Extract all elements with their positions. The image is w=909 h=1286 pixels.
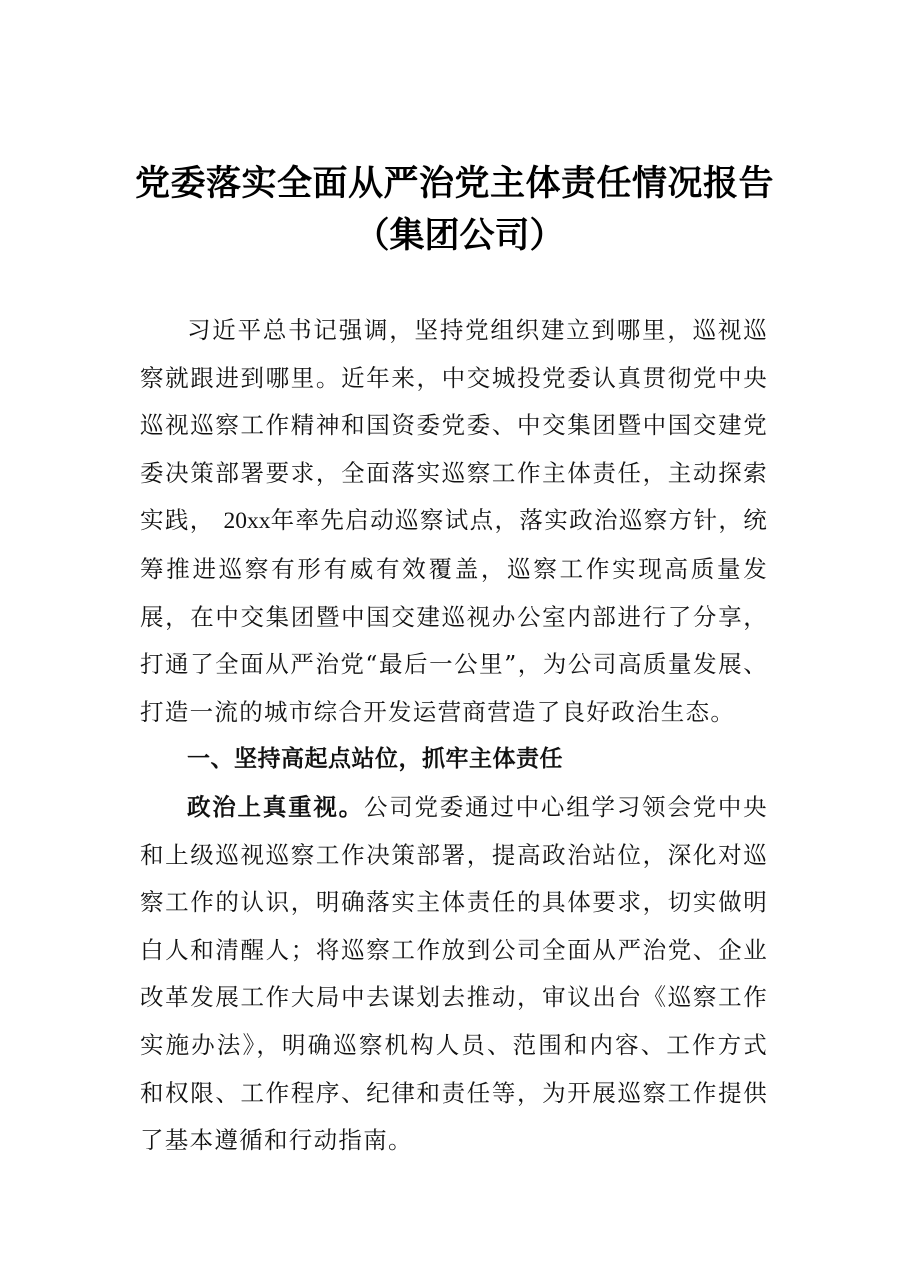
section1-heading: 一、坚持高起点站位，抓牢主体责任: [187, 746, 563, 773]
section1-text: 公司党委通过中心组学习领会党中央和上级巡视巡察工作决策部署，提高政治站位，深化对巡察工作的认识，明确落实主体责任的具体要求，切实做明白人和清醒人；将巡察工作放到公司全面从严治党、企业改革发展工作大局中去谋划去推动，审议出台《巡察工作实施办法》，明确巡察机构人员、范围和内容、工作方式和权限、工作程序、纪律和责任等，为开展巡察工作提供了基本遵循和行动指南。: [140, 792, 768, 1155]
intro-year: 20xx: [223, 508, 271, 535]
document-body: [140, 307, 768, 1165]
intro-paragraph: [140, 307, 768, 736]
document-title: 党委落实全面从严治党主体责任情况报告: [134, 163, 774, 204]
intro-text-part1: 习近平总书记强调，坚持党组织建立到哪里，巡视巡察就跟进到哪里。近年来，中交城投党委认真贯彻党中央巡视巡察工作精神和国资委党委、中交集团暨中国交建党委决策部署要求，全面落实巡察工作主体责任，主动探索实践，: [140, 316, 768, 535]
section1-paragraph: [140, 784, 768, 1165]
section1-lead: 政治上真重视。: [187, 792, 364, 821]
title-block: [0, 160, 909, 260]
intro-text-part2: 年率先启动巡察试点，落实政治巡察方针，统筹推进巡察有形有威有效覆盖，巡察工作实现高质量发展，在中交集团暨中国交建巡视办公室内部进行了分享，打通了全面从严治党“最后一公里”，为公司高质量发展、打造一流的城市综合开发运营商营造了良好政治生态。: [140, 506, 769, 726]
document-subtitle: （集团公司）: [354, 215, 565, 256]
